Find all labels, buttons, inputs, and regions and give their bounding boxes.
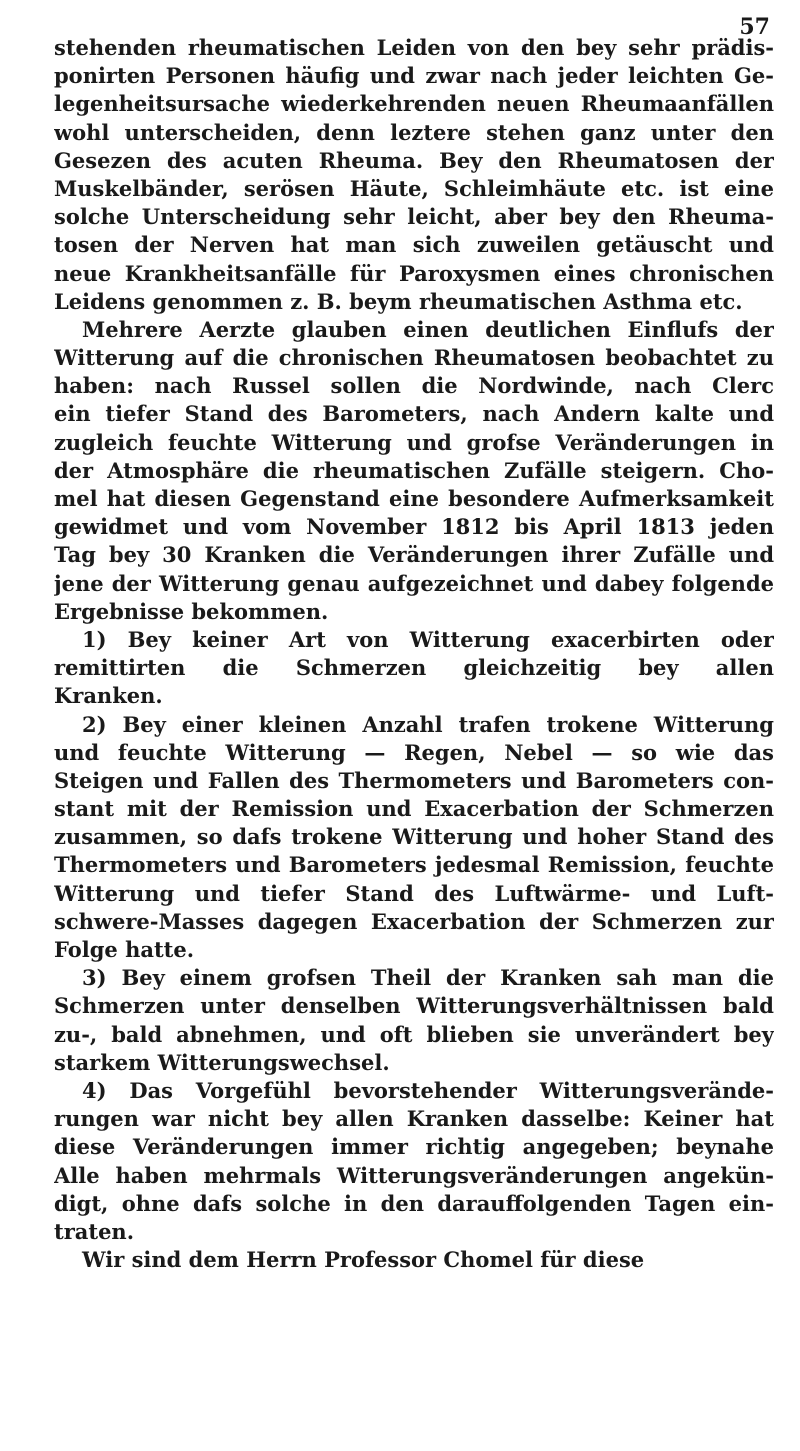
- text-line: und feuchte Witterung — Regen, Nebel — so wie das: [54, 739, 774, 765]
- text-line: Alle haben mehrmals Witterungsveränderungen angekün-: [54, 1162, 774, 1188]
- text-line: zusammen, so dafs trokene Witterung und hoher Stand des: [54, 824, 774, 850]
- text-line: jene der Witterung genau aufgezeichnet und dabey folgende: [54, 570, 774, 596]
- text-line: legenheitsursache wiederkehrenden neuen Rheumaanfällen: [54, 91, 774, 117]
- text-line: Schmerzen unter denselben Witterungsverhältnissen bald: [54, 993, 774, 1019]
- text-line: tosen der Nerven hat man sich zuweilen getäuscht und: [54, 232, 774, 258]
- text-line: solche Unterscheidung sehr leicht, aber bey den Rheuma-: [54, 204, 774, 230]
- text-line: wohl unterscheiden, denn leztere stehen ganz unter den: [54, 119, 774, 145]
- text-line: ponirten Personen häufig und zwar nach jeder leichten Ge-: [54, 63, 774, 89]
- text-line: mel hat diesen Gegenstand eine besondere Aufmerksamkeit: [54, 486, 774, 511]
- page-number: 57: [739, 14, 770, 40]
- text-line: Wir sind dem Herrn Professor Chomel für diese: [82, 1247, 645, 1273]
- text-line: Kranken.: [54, 683, 163, 709]
- text-line: remittirten die Schmerzen gleichzeitig bey allen: [54, 655, 774, 681]
- text-line: Tag bey 30 Kranken die Veränderungen ihrer Zufälle und: [54, 542, 774, 568]
- text-line: digt, ohne dafs solche in den darauffolgenden Tagen ein-: [54, 1190, 774, 1216]
- text-line: traten.: [54, 1218, 135, 1244]
- text-line: haben: nach Russel sollen die Nordwinde, nach Clerc: [54, 373, 774, 399]
- text-line: Mehrere Aerzte glauben einen deutlichen Einflufs der: [82, 316, 774, 342]
- text-line: 2) Bey einer kleinen Anzahl trafen trokene Witterung: [82, 711, 774, 737]
- text-line: gewidmet und vom November 1812 bis April 1813 jeden: [54, 514, 774, 540]
- text-line: Thermometers und Barometers jedesmal Remission, feuchte: [54, 852, 774, 878]
- text-line: rungen war nicht bey allen Kranken dasselbe: Keiner hat: [54, 1106, 774, 1132]
- text-line: diese Veränderungen immer richtig angegeben; beynahe: [54, 1134, 774, 1160]
- text-line: Leidens genommen z. B. beym rheumatischen Asthma etc.: [54, 288, 743, 314]
- text-line: Witterung und tiefer Stand des Luftwärme- und Luft-: [54, 880, 774, 906]
- text-line: stant mit der Remission und Exacerbation der Schmerzen: [54, 796, 774, 822]
- text-line: Steigen und Fallen des Thermometers und Barometers con-: [54, 767, 774, 793]
- text-line: Witterung auf die chronischen Rheumatosen beobachtet zu: [54, 345, 774, 371]
- text-line: der Atmosphäre die rheumatischen Zufälle steigern. Cho-: [54, 457, 774, 483]
- text-line: Gesezen des acuten Rheuma. Bey den Rheumatosen der: [54, 147, 774, 173]
- body-text: [54, 34, 774, 1274]
- text-line: schwere-Masses dagegen Exacerbation der Schmerzen zur: [54, 908, 774, 934]
- text-line: 4) Das Vorgefühl bevorstehender Witterungsverände-: [82, 1077, 774, 1103]
- text-line: Muskelbänder, serösen Häute, Schleimhäute etc. ist eine: [54, 175, 774, 201]
- text-line: zugleich feuchte Witterung und grofse Veränderungen in: [54, 429, 774, 455]
- text-line: stehenden rheumatischen Leiden von den bey sehr prädis-: [54, 35, 774, 60]
- text-line: zu-, bald abnehmen, und oft blieben sie unverändert bey: [54, 1021, 774, 1047]
- text-line: starkem Witterungswechsel.: [54, 1049, 390, 1075]
- text-line: 1) Bey keiner Art von Witterung exacerbirten oder: [82, 626, 774, 652]
- text-line: Ergebnisse bekommen.: [54, 598, 329, 624]
- text-line: 3) Bey einem grofsen Theil der Kranken sah man die: [82, 965, 774, 991]
- text-line: Folge hatte.: [54, 937, 195, 962]
- text-line: ein tiefer Stand des Barometers, nach Andern kalte und: [54, 401, 774, 427]
- text-line: neue Krankheitsanfälle für Paroxysmen eines chronischen: [54, 260, 774, 286]
